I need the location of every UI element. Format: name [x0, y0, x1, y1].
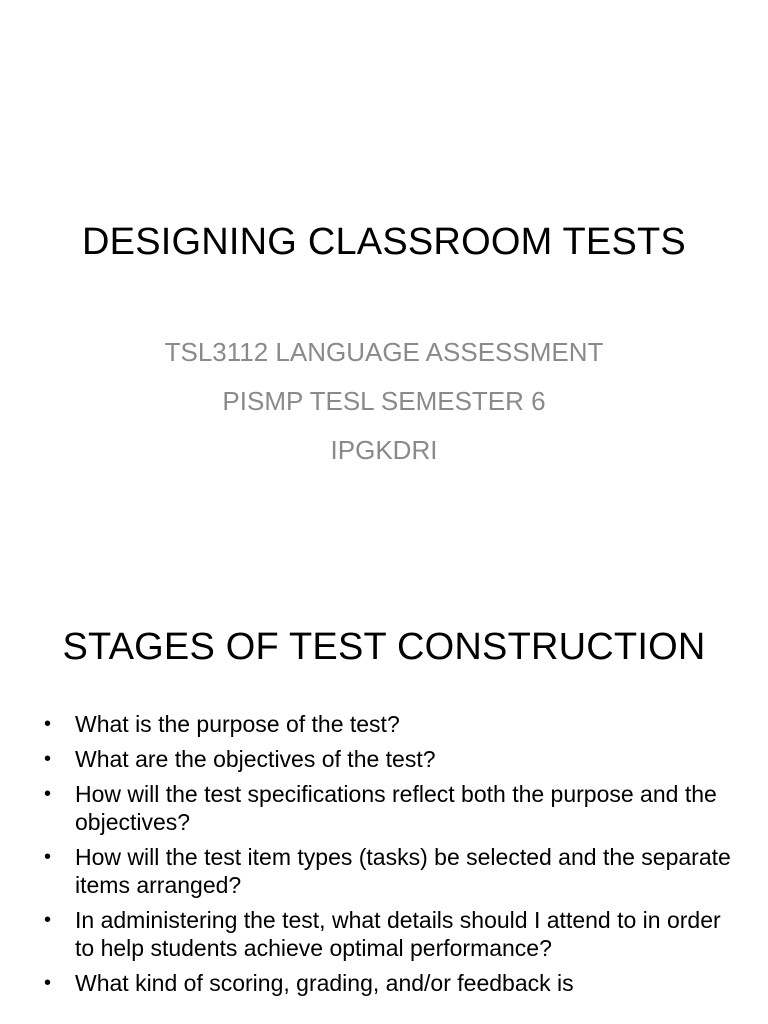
bullet-text: How will the test specifications reflect both the purpose and the objectives?: [75, 781, 717, 835]
bullet-text: What are the objectives of the test?: [75, 746, 436, 772]
bullet-item: [42, 780, 732, 836]
bullet-item: [42, 843, 732, 899]
bullet-dot-icon: •: [44, 713, 52, 735]
bullet-text: How will the test item types (tasks) be selected and the separate items arranged?: [75, 844, 731, 898]
bullet-item: [42, 969, 732, 997]
slide-title: DESIGNING CLASSROOM TESTS: [82, 221, 686, 263]
slide-title: STAGES OF TEST CONSTRUCTION: [62, 626, 706, 668]
bullet-text: What is the purpose of the test?: [75, 711, 400, 737]
content-slide: [0, 580, 768, 1024]
bullet-dot-icon: •: [44, 846, 52, 868]
bullet-dot-icon: •: [44, 972, 52, 994]
subtitle-line-programme: PISMP TESL SEMESTER 6: [222, 386, 546, 416]
slide-subtitle: [0, 332, 768, 479]
bullet-text: In administering the test, what details should I attend to in order to help students achieve optimal performance?: [75, 907, 721, 961]
bullet-dot-icon: •: [44, 783, 52, 805]
bullet-item: [42, 906, 732, 962]
bullet-list: [42, 710, 732, 1004]
subtitle-line-institution: IPGKDRI: [330, 435, 438, 465]
bullet-dot-icon: •: [44, 909, 52, 931]
bullet-item: [42, 710, 732, 738]
bullet-item: [42, 745, 732, 773]
subtitle-line-course: TSL3112 LANGUAGE ASSESSMENT: [164, 337, 604, 367]
bullet-dot-icon: •: [44, 748, 52, 770]
bullet-text: What kind of scoring, grading, and/or feedback is: [75, 970, 574, 996]
